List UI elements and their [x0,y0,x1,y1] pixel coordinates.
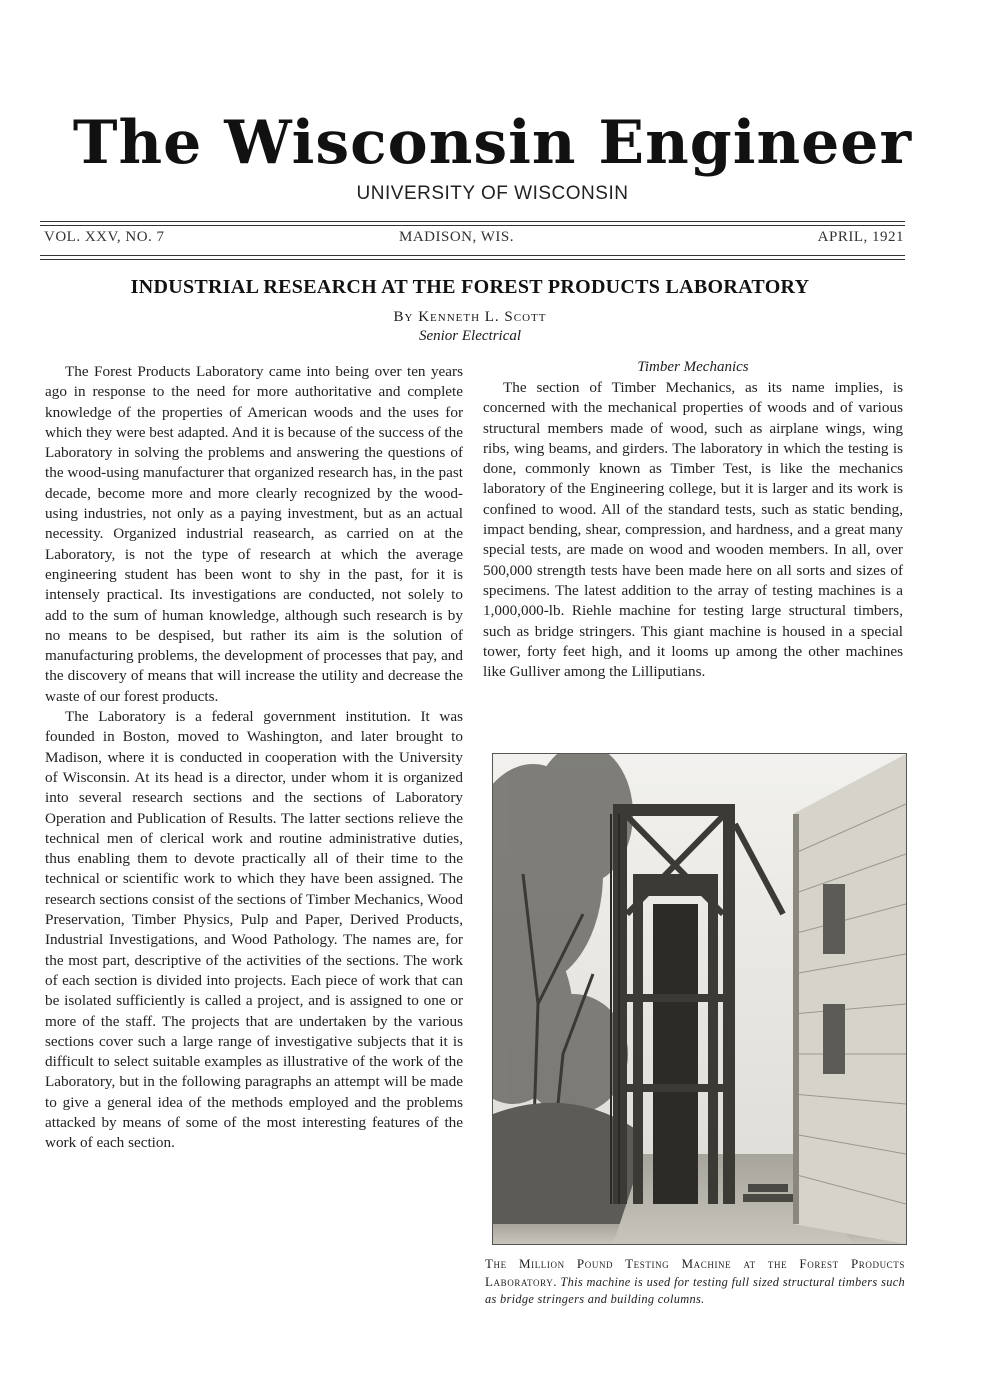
article-title: INDUSTRIAL RESEARCH AT THE FOREST PRODUCTS LABORATORY [130,276,810,298]
testing-machine-photo [492,753,907,1245]
section-heading: Timber Mechanics [637,359,749,375]
issue-place: MADISON, WIS. [399,229,514,245]
bottom-rule [40,259,905,260]
caption-title: The Million Pound Testing Machine at the Forest Products Laboratory. [485,1256,905,1289]
photo-illustration [493,754,906,1244]
top-rule-thin [40,225,905,226]
top-rule [40,221,905,222]
body-paragraph: The Laboratory is a federal government institution. It was founded in Boston, moved to Washington, and later brought to Madison, where it is conducted in cooperation with the University of Wisconsin. At its head is a director, under whom it is organized into several research sections and the sections of Laboratory Operation and Publication of Results. The latter sections relieve the technical men of clerical work and routine administrative duties, thus enabling them to devote practically all of their time to the technical or scientific work to which they have been assigned. The research sections consist of the sections of Timber Mechanics, Wood Preservation, Timber Physics, Pulp and Paper, Derived Products, Industrial Investigations, and Wood Pathology. The names are, for the most part, descriptive of the activities of the sections. The work of each section is divided into projects. Each piece of work that can be isolated sufficiently is called a project, and is assigned to one or more of the staff. The projects that are undertaken by the various sections cover such a large range of investigative subjects that it is difficult to select suitable examples as illustrative of the work of the Laboratory, but in the following paragraphs an attempt will be made to give a general idea of the methods employed and the problems attacked by means of some of the most interesting features of the work of each section. [45,708,463,1152]
article-byline: By Kenneth L. Scott [393,309,547,325]
issue-date: APRIL, 1921 [817,229,904,245]
author-role: Senior Electrical [418,328,522,344]
masthead-subtitle: UNIVERSITY OF WISCONSIN [356,183,629,204]
figure-caption [485,1255,905,1308]
body-paragraph: The section of Timber Mechanics, as its name implies, is concerned with the mechanical properties of woods and of various structural members made of wood, such as airplane wings, wing ribs, wing beams, and girders. The laboratory in which the testing is done, commonly known as Timber Test, is like the mechanics laboratory of the Engineering college, but it is larger and its work is confined to wood. All of the standard tests, such as static bending, impact bending, shear, compression, and hardness, and a great many special tests, are made on wood and wooden members. In all, over 500,000 strength tests have been made here on all sorts and sizes of specimens. The latest addition to the array of testing machines is a 1,000,000-lb. Riehle machine for testing large structural timbers, such as bridge stringers. This giant machine is housed in a special tower, forty feet high, and it looms up among the other machines like Gulliver among the Lilliputians. [483,379,903,681]
bottom-rule-thin [40,255,905,256]
issue-volume: VOL. XXV, NO. 7 [44,229,165,245]
body-paragraph: The Forest Products Laboratory came into being over ten years ago in response to the need for more authoritative and complete knowledge of the properties of American woods and the uses for which they were best adapted. And it is because of the success of the Laboratory in solving the problems and answering the questions of the wood-using manufacturer that organized research has, in the past decade, become more and more clearly recognized by the wood-using industries, not only as a paying investment, but as an actual necessity. Organized industrial reasearch, as carried on at the Laboratory, is not the type of research at which the average engineering student has been wont to shy in the past, for it is intensely practical. Its investigations are conducted, not solely to add to the sum of human knowledge, although such research is by no means to be despised, but rather its aim is the solution of manufacturing problems, the development of processes that pay, and the discovery of means that will increase the utility and decrease the waste of our forest products. [45,363,463,705]
masthead-title: The Wisconsin Engineer [72,108,913,178]
left-column [45,362,463,1154]
right-column [483,357,903,682]
caption-text: This machine is used for testing full sized structural timbers such as bridge stringers and building columns. [485,1275,905,1306]
